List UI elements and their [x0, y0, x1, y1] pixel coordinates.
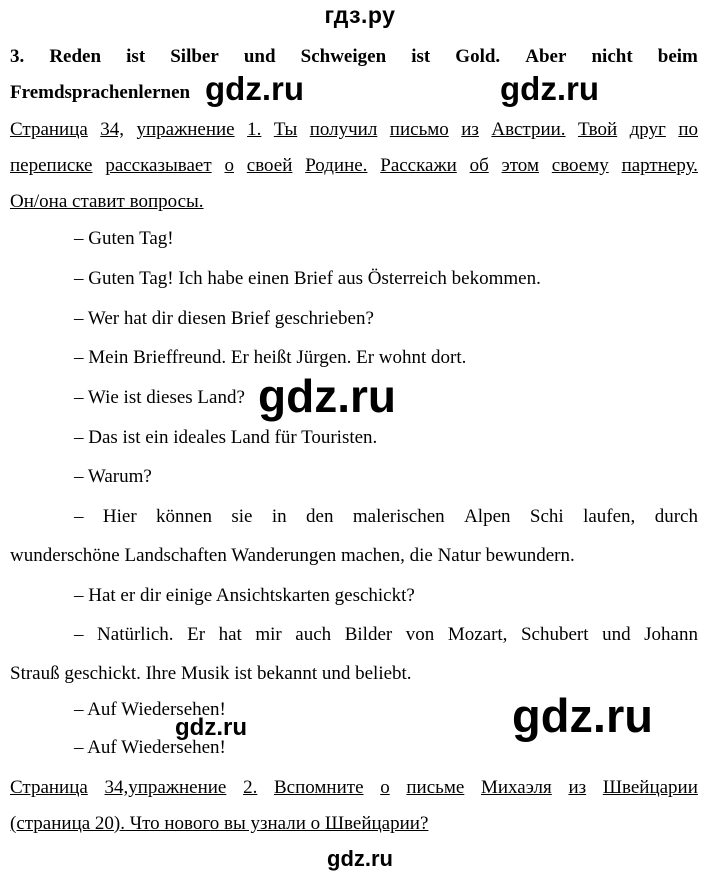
- word: –: [74, 624, 84, 645]
- word: друг: [629, 119, 666, 140]
- word: Hier: [102, 506, 137, 527]
- word: рассказывает: [105, 155, 212, 176]
- word: in: [271, 506, 287, 527]
- word: своему: [551, 155, 609, 176]
- dialogue-line: – Guten Tag!: [74, 228, 174, 249]
- word: из: [461, 119, 479, 140]
- word: о: [380, 777, 390, 798]
- word: von: [405, 624, 435, 645]
- word: Mozart,: [447, 624, 508, 645]
- task2-line2: (страница 20). Что нового вы узнали о Швейцарии?: [10, 813, 429, 834]
- word: Родине.: [305, 155, 368, 176]
- word: Reden: [49, 46, 102, 67]
- word: Johann: [644, 624, 698, 645]
- word: письме: [406, 777, 465, 798]
- exercise-title-line2: Fremdsprachenlernen: [10, 82, 191, 103]
- word: этом: [501, 155, 539, 176]
- word: Швейцарии: [602, 777, 698, 798]
- watermark: gdz.ru: [512, 689, 653, 742]
- word: письмо: [389, 119, 449, 140]
- word: 3.: [10, 46, 25, 67]
- word: Bilder: [344, 624, 393, 645]
- word: malerischen: [352, 506, 445, 527]
- dialogue-line: [74, 624, 698, 646]
- word: Вспомните: [274, 777, 364, 798]
- word: Австрии.: [491, 119, 566, 140]
- word: о: [224, 155, 234, 176]
- word: Твой: [578, 119, 618, 140]
- word: Er: [187, 624, 206, 645]
- word: 34,упражнение: [104, 777, 227, 798]
- word: Alpen: [464, 506, 511, 527]
- word: ist: [126, 46, 146, 67]
- site-header: гдз.ру: [324, 2, 396, 28]
- word: переписке: [10, 155, 93, 176]
- word: 34,: [100, 119, 125, 140]
- word: durch: [654, 506, 698, 527]
- word: laufen,: [583, 506, 636, 527]
- dialogue-line: – Das ist ein ideales Land für Touristen.: [74, 427, 378, 448]
- word: Aber: [525, 46, 567, 67]
- word: об: [469, 155, 489, 176]
- word: ist: [411, 46, 431, 67]
- watermark: gdz.ru: [205, 70, 304, 107]
- word: den: [306, 506, 334, 527]
- site-footer: gdz.ru: [327, 846, 393, 871]
- word: auch: [295, 624, 332, 645]
- task1-line2: [10, 155, 698, 177]
- watermark: gdz.ru: [500, 70, 599, 107]
- word: 2.: [243, 777, 258, 798]
- word: Страница: [10, 119, 88, 140]
- dialogue-line: Strauß geschickt. Ihre Musik ist bekannt und beliebt.: [10, 663, 412, 684]
- word: Gold.: [455, 46, 501, 67]
- watermark: gdz.ru: [258, 370, 396, 422]
- word: Schubert: [520, 624, 589, 645]
- dialogue-line: – Hat er dir einige Ansichtskarten geschickt?: [74, 585, 415, 606]
- dialogue-line: – Mein Brieffreund. Er heißt Jürgen. Er wohnt dort.: [74, 347, 467, 368]
- word: beim: [657, 46, 698, 67]
- word: Ты: [273, 119, 298, 140]
- word: Natürlich.: [97, 624, 174, 645]
- dialogue-line: [74, 506, 698, 528]
- word: mir: [255, 624, 282, 645]
- dialogue-line: – Auf Wiedersehen!: [74, 699, 226, 720]
- word: nicht: [591, 46, 633, 67]
- dialogue-line: – Wie ist dieses Land?: [74, 387, 245, 408]
- word: hat: [218, 624, 242, 645]
- word: Расскажи: [380, 155, 457, 176]
- word: Schi: [529, 506, 564, 527]
- word: партнеру.: [621, 155, 698, 176]
- task1-line3: Он/она ставит вопросы.: [10, 191, 204, 212]
- word: Schweigen: [300, 46, 387, 67]
- dialogue-line: – Guten Tag! Ich habe einen Brief aus Österreich bekommen.: [74, 268, 541, 289]
- dialogue-line: – Warum?: [74, 466, 152, 487]
- word: из: [568, 777, 587, 798]
- word: können: [156, 506, 212, 527]
- word: –: [74, 506, 84, 527]
- dialogue-line: – Auf Wiedersehen!: [74, 737, 226, 758]
- word: Михаэля: [480, 777, 552, 798]
- word: получил: [309, 119, 378, 140]
- watermark: gdz.ru: [175, 714, 247, 741]
- task2-line1: [10, 777, 698, 799]
- dialogue-line: wunderschöne Landschaften Wanderungen machen, die Natur bewundern.: [10, 545, 575, 566]
- word: 1.: [247, 119, 262, 140]
- word: своей: [246, 155, 293, 176]
- word: Страница: [10, 777, 88, 798]
- word: sie: [231, 506, 253, 527]
- word: und: [243, 46, 276, 67]
- task1-line1: [10, 119, 698, 141]
- word: упражнение: [136, 119, 235, 140]
- word: по: [678, 119, 698, 140]
- exercise-title-line1: [10, 46, 698, 68]
- word: Silber: [170, 46, 219, 67]
- dialogue-line: – Wer hat dir diesen Brief geschrieben?: [74, 308, 374, 329]
- word: und: [602, 624, 631, 645]
